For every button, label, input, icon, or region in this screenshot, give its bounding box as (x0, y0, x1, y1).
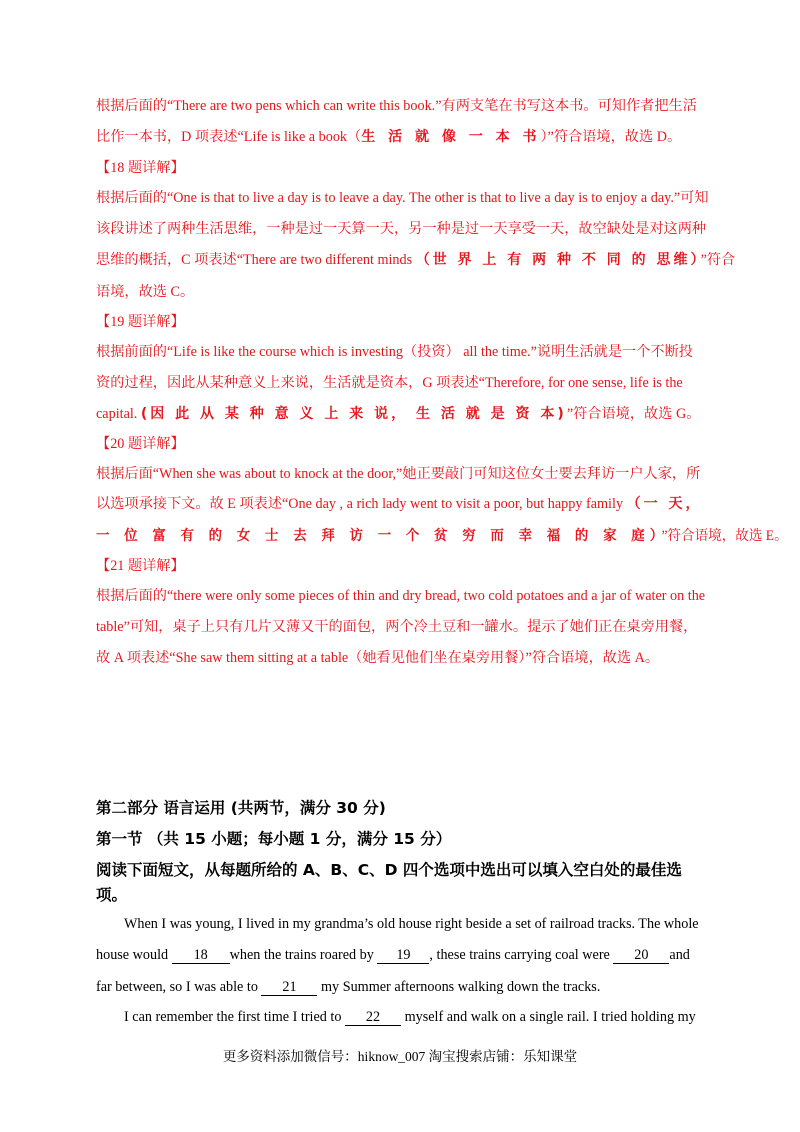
q20-text-b: ”符合语境，故选 E。 (661, 528, 788, 544)
q18-text-b: ”符合 (700, 252, 736, 268)
q21-line-3: 故 A 项表述“She saw them sitting at a table（她看见他们坐在桌旁用餐）”符合语境，故选 A。 (96, 650, 660, 666)
q18-line-4: 语境，故选 C。 (96, 284, 195, 300)
q21-line-2: table”可知，桌子上只有几片又薄又干的面包，两个冷土豆和一罐水。提示了她们正在桌旁用餐， (96, 619, 698, 635)
q19-line-1: 根据前面的“Life is like the course which is investing（投资） all the time.”说明生活就是一个不断投 (96, 344, 693, 360)
passage-text: , these trains carrying coal were (429, 947, 614, 963)
q17-text-b: ）”符合语境，故选 D。 (540, 129, 682, 145)
part2-title: 第二部分 语言运用 (共两节，满分 30 分) (96, 799, 386, 817)
q19-line-2: 资的过程，因此从某种意义上来说，生活就是资本，G 项表述“Therefore, for one sense, life is the (96, 375, 683, 391)
passage-text: house would (96, 947, 172, 963)
passage-text: I can remember the first time I tried to (124, 1009, 346, 1025)
passage-p1-line-3 (96, 977, 600, 997)
section1-title: 第一节 （共 15 小题；每小题 1 分，满分 15 分） (96, 830, 452, 848)
passage-p1-line-1: When I was young, I lived in my grandma’s old house right beside a set of railroad tracks. The whole (124, 916, 699, 932)
instruction-line-2: 项。 (96, 886, 128, 904)
q19-header: 【19 题详解】 (96, 314, 185, 330)
q18-translation: （世 界 上 有 两 种 不 同 的 思维） (415, 252, 701, 268)
q21-line-1: 根据后面的“there were only some pieces of thin and dry bread, two cold potatoes and a jar of water on the (96, 588, 706, 604)
q19-text-b: ”符合语境，故选 G。 (566, 406, 701, 422)
q18-line-1: 根据后面的“One is that to live a day is to leave a day. The other is that to live a day is to enjoy a day.”可知 (96, 190, 709, 206)
q20-line-1: 根据后面“When she was about to knock at the door,”她正要敲门可知这位女士要去拜访一户人家，所 (96, 466, 701, 482)
blank-20: 20 (613, 948, 669, 964)
q19-translation: (因 此 从 某 种 意 义 上 来 说， 生 活 就 是 资 本) (140, 406, 567, 422)
q20-header: 【20 题详解】 (96, 436, 185, 452)
q21-header: 【21 题详解】 (96, 558, 185, 574)
passage-text: my Summer afternoons walking down the tracks. (317, 979, 601, 995)
q17-text-a: 比作一本书，D 项表述“Life is like a book（ (96, 129, 362, 145)
q20-translation-end: 一 位 富 有 的 女 士 去 拜 访 一 个 贫 穷 而 幸 福 的 家 庭） (96, 528, 662, 544)
q18-text-a: 思维的概括，C 项表述“There are two different minds (96, 252, 416, 268)
page-footer: 更多资料添加微信号：hiknow_007 淘宝搜索店铺：乐知课堂 (222, 1049, 578, 1064)
q17-line-1: 根据后面的“There are two pens which can write this book.”有两支笔在书写这本书。可知作者把生活 (96, 98, 697, 114)
blank-18: 18 (172, 948, 230, 964)
q19-text-a: capital. (96, 406, 141, 422)
passage-p2-line-1 (124, 1007, 696, 1027)
q20-line-2 (96, 494, 702, 514)
q17-line-2 (96, 127, 681, 147)
q20-translation-start: （一 天， (626, 496, 703, 512)
q18-line-2: 该段讲述了两种生活思维，一种是过一天算一天，另一种是过一天享受一天，故空缺处是对这两种 (96, 221, 707, 237)
passage-p1-line-2 (96, 945, 690, 965)
q18-header: 【18 题详解】 (96, 160, 185, 176)
q19-line-3 (96, 404, 700, 424)
q18-line-3 (96, 250, 735, 270)
blank-19: 19 (377, 948, 429, 964)
passage-text: when the trains roared by (229, 947, 378, 963)
blank-22: 22 (345, 1010, 401, 1026)
blank-21: 21 (261, 980, 317, 996)
q20-text-a: 以选项承接下文。故 E 项表述“One day , a rich lady went to visit a poor, but happy family (96, 496, 627, 512)
q20-line-3 (96, 526, 788, 546)
passage-text: far between, so I was able to (96, 979, 262, 995)
q17-translation: 生 活 就 像 一 本 书 (361, 129, 541, 145)
passage-text: and (669, 947, 690, 963)
instruction-line-1: 阅读下面短文，从每题所给的 A、B、C、D 四个选项中选出可以填入空白处的最佳选 (96, 861, 682, 879)
passage-text: myself and walk on a single rail. I tried holding my (401, 1009, 696, 1025)
